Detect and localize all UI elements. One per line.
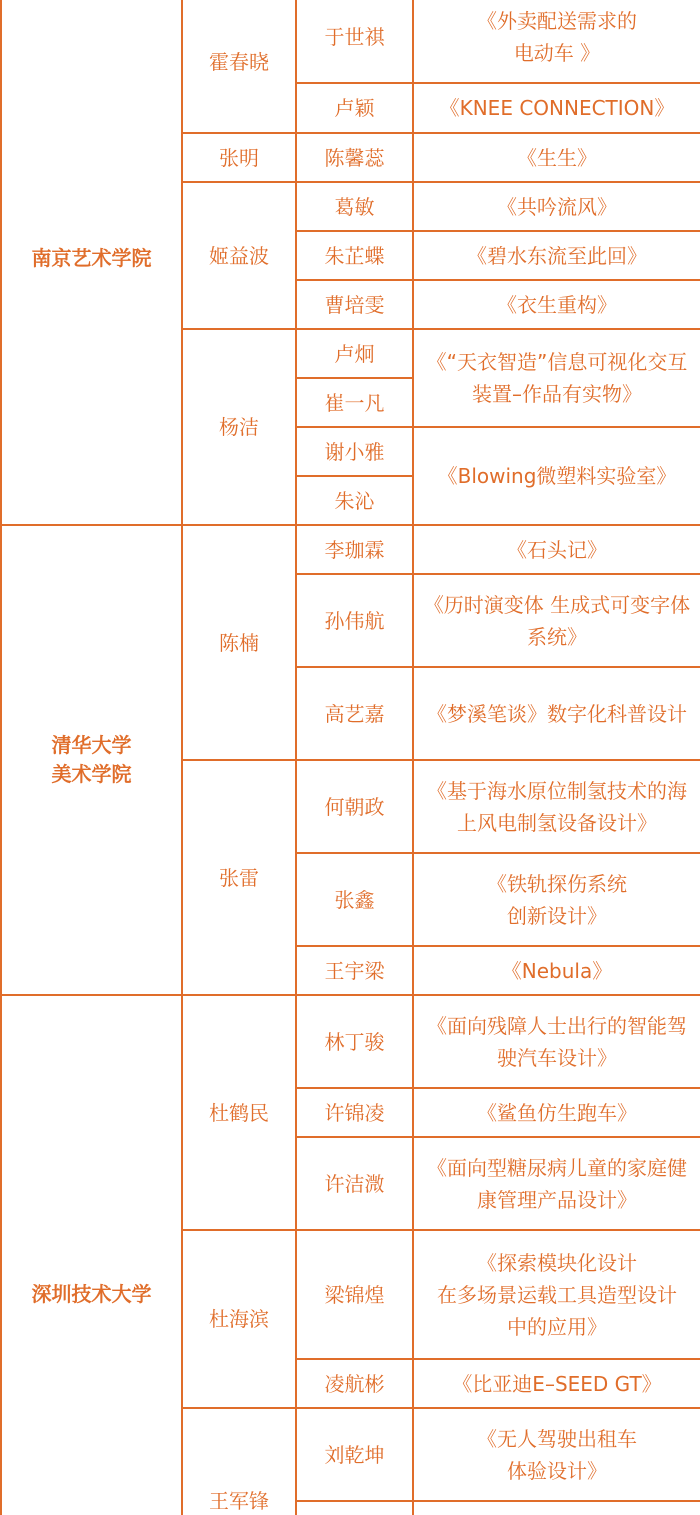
work-title: 《无人驾驶出租车 体验设计》 [413, 1408, 700, 1501]
work-title: 《“天衣智造”信息可视化交互装置–作品有实物》 [413, 329, 700, 427]
work-title: 《基于海水原位制氢技术的海上风电制氢设备设计》 [413, 760, 700, 853]
table-row [1, 525, 700, 574]
student-name: 卢颖 [296, 83, 413, 133]
student-name: 卢炯 [296, 329, 413, 378]
student-name: 崔一凡 [296, 378, 413, 427]
work-title: 《KNEE CONNECTION》 [413, 83, 700, 133]
student-name: 于世祺 [296, 0, 413, 83]
student-name [296, 1501, 413, 1515]
work-title: 《面向型糖尿病儿童的家庭健康管理产品设计》 [413, 1137, 700, 1230]
teacher-name: 姬益波 [182, 182, 296, 329]
school-name: 南京艺术学院 [1, 0, 182, 525]
work-title: 《比亚迪E–SEED GT》 [413, 1359, 700, 1408]
work-title: 《共吟流风》 [413, 182, 700, 231]
work-title: 《外卖配送需求的 电动车 》 [413, 0, 700, 83]
student-name: 葛敏 [296, 182, 413, 231]
student-name: 李珈霖 [296, 525, 413, 574]
teacher-name: 张雷 [182, 760, 296, 995]
student-name: 王宇梁 [296, 946, 413, 995]
student-name: 刘乾坤 [296, 1408, 413, 1501]
table-row [1, 995, 700, 1088]
work-title: 《Nebula》 [413, 946, 700, 995]
work-title [413, 1501, 700, 1515]
work-title: 《石头记》 [413, 525, 700, 574]
teacher-name: 杜海滨 [182, 1230, 296, 1408]
student-name: 许洁溦 [296, 1137, 413, 1230]
student-name: 林丁骏 [296, 995, 413, 1088]
student-name: 梁锦煌 [296, 1230, 413, 1359]
teacher-name: 陈楠 [182, 525, 296, 760]
teacher-name: 杜鹤民 [182, 995, 296, 1230]
student-name: 凌航彬 [296, 1359, 413, 1408]
school-name: 清华大学 美术学院 [1, 525, 182, 995]
work-title: 《探索模块化设计 在多场景运载工具造型设计 中的应用》 [413, 1230, 700, 1359]
teacher-name: 杨洁 [182, 329, 296, 525]
table-row [1, 0, 700, 83]
work-title: 《衣生重构》 [413, 280, 700, 329]
student-name: 高艺嘉 [296, 667, 413, 760]
student-name: 何朝政 [296, 760, 413, 853]
student-name: 谢小雅 [296, 427, 413, 476]
work-title: 《历时演变体 生成式可变字体系统》 [413, 574, 700, 667]
work-title: 《生生》 [413, 133, 700, 182]
teacher-name: 张明 [182, 133, 296, 182]
work-title: 《铁轨探伤系统 创新设计》 [413, 853, 700, 946]
student-name: 许锦凌 [296, 1088, 413, 1137]
work-title: 《碧水东流至此回》 [413, 231, 700, 280]
teacher-name: 霍春晓 [182, 0, 296, 133]
school-name: 深圳技术大学 [1, 995, 182, 1515]
student-name: 曹培雯 [296, 280, 413, 329]
work-title: 《面向残障人士出行的智能驾驶汽车设计》 [413, 995, 700, 1088]
student-name: 孙伟航 [296, 574, 413, 667]
student-name: 朱芷蝶 [296, 231, 413, 280]
student-name: 朱沁 [296, 476, 413, 525]
student-name: 张鑫 [296, 853, 413, 946]
work-title: 《Blowing微塑料实验室》 [413, 427, 700, 525]
work-title: 《梦溪笔谈》数字化科普设计 [413, 667, 700, 760]
student-name: 陈馨蕊 [296, 133, 413, 182]
work-title: 《鲨鱼仿生跑车》 [413, 1088, 700, 1137]
teacher-name: 王军锋 [182, 1408, 296, 1515]
